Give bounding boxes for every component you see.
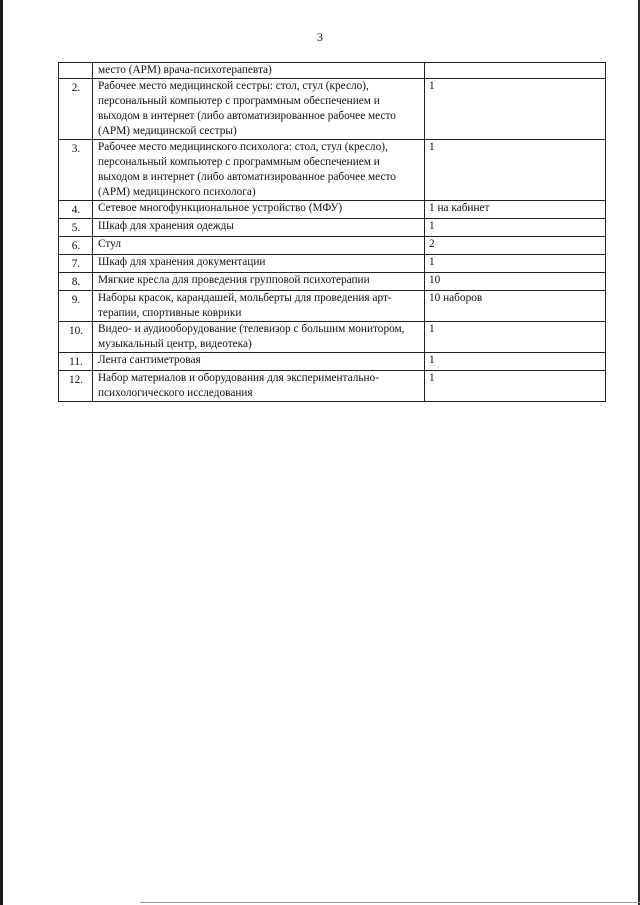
table-row — [59, 79, 606, 140]
row-number: 3. — [59, 140, 93, 201]
equipment-table — [58, 62, 606, 402]
row-number: 9. — [59, 291, 93, 322]
table-row — [59, 255, 606, 273]
scan-edge-bottom — [140, 902, 640, 903]
equipment-name: Видео- и аудиооборудование (телевизор с большим монитором, музыкальный центр, видеотека) — [93, 322, 425, 353]
row-number: 11. — [59, 353, 93, 371]
page-number: 3 — [317, 30, 323, 44]
scan-edge-left — [0, 0, 3, 905]
equipment-quantity: 10 — [425, 273, 606, 291]
table-row — [59, 322, 606, 353]
row-number: 2. — [59, 79, 93, 140]
equipment-name: Рабочее место медицинского психолога: стол, стул (кресло), персональный компьютер с программным обеспечением и выходом в интернет (либо автоматизированное рабочее место (АРМ) медицинского психолога) — [93, 140, 425, 201]
row-number: 6. — [59, 237, 93, 255]
equipment-name: Набор материалов и оборудования для экспериментально-психологического исследования — [93, 371, 425, 402]
equipment-quantity: 1 — [425, 255, 606, 273]
row-number: 4. — [59, 201, 93, 219]
equipment-quantity: 1 — [425, 353, 606, 371]
equipment-name: Стул — [93, 237, 425, 255]
row-number: 5. — [59, 219, 93, 237]
row-number: 8. — [59, 273, 93, 291]
row-number: 12. — [59, 371, 93, 402]
equipment-quantity: 1 — [425, 79, 606, 140]
equipment-name: Лента сантиметровая — [93, 353, 425, 371]
table-row — [59, 291, 606, 322]
equipment-name: Шкаф для хранения документации — [93, 255, 425, 273]
table-row — [59, 219, 606, 237]
row-number: 7. — [59, 255, 93, 273]
equipment-quantity: 1 — [425, 219, 606, 237]
equipment-name: Рабочее место медицинской сестры: стол, стул (кресло), персональный компьютер с программным обеспечением и выходом в интернет (либо автоматизированное рабочее место (АРМ) медицинской сестры) — [93, 79, 425, 140]
equipment-quantity: 2 — [425, 237, 606, 255]
equipment-quantity: 1 на кабинет — [425, 201, 606, 219]
table-row — [59, 201, 606, 219]
table-row — [59, 63, 606, 79]
equipment-name: место (АРМ) врача-психотерапевта) — [93, 63, 425, 79]
table-row — [59, 353, 606, 371]
table-row — [59, 371, 606, 402]
equipment-name: Сетевое многофункциональное устройство (МФУ) — [93, 201, 425, 219]
equipment-name: Мягкие кресла для проведения групповой психотерапии — [93, 273, 425, 291]
row-number: 10. — [59, 322, 93, 353]
equipment-quantity — [425, 63, 606, 79]
equipment-quantity: 1 — [425, 140, 606, 201]
equipment-quantity: 1 — [425, 322, 606, 353]
equipment-quantity: 10 наборов — [425, 291, 606, 322]
equipment-name: Наборы красок, карандашей, мольберты для проведения арт-терапии, спортивные коврики — [93, 291, 425, 322]
table-row — [59, 273, 606, 291]
table-row — [59, 237, 606, 255]
equipment-name: Шкаф для хранения одежды — [93, 219, 425, 237]
equipment-quantity: 1 — [425, 371, 606, 402]
table-row — [59, 140, 606, 201]
row-number — [59, 63, 93, 79]
